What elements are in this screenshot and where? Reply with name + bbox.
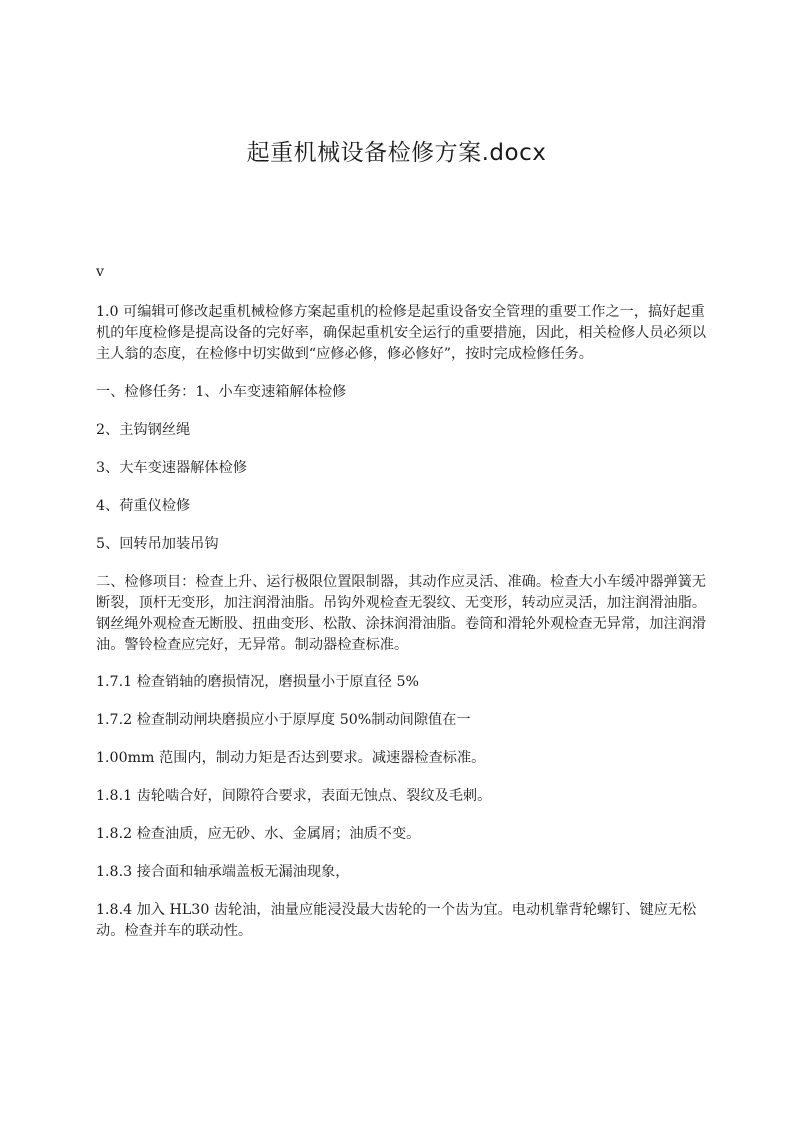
paragraph: 3、大车变速器解体检修 [96, 460, 247, 476]
paragraph: 1.8.2 检查油质，应无砂、水、金属屑；油质不变。 [96, 826, 421, 842]
paragraph: 1.8.1 齿轮啮合好，间隙符合要求，表面无蚀点、裂纹及毛刺。 [96, 788, 492, 804]
paragraph: 2、主钩钢丝绳 [96, 422, 191, 438]
paragraph: 1.8.4 加入 HL30 齿轮油，油量应能浸没最大齿轮的一个齿为宜。电动机靠背轮螺钉、键应无松动。检查并车的联动性。 [96, 902, 697, 939]
paragraph: 1.0 可编辑可修改起重机械检修方案起重机的检修是起重设备安全管理的重要工作之一，搞好起重机的年度检修是提高设备的完好率，确保起重机安全运行的重要措施，因此，相关检修人员必须以主人翁的态度，在检修中切实做到“应修必修，修必修好”，按时完成检修任务。 [96, 304, 707, 362]
paragraph: 5、回转吊加装吊钩 [96, 536, 219, 552]
paragraph: 二、检修项目：检查上升、运行极限位置限制器，其动作应灵活、准确。检查大小车缓冲器弹簧无断裂，顶杆无变形，加注润滑油脂。吊钩外观检查无裂纹、无变形，转动应灵活，加注润滑油脂。钢丝绳外观检查无断股、扭曲变形、松散、涂抹润滑油脂。卷筒和滑轮外观检查无异常，加注润滑油。警铃检查应完好，无异常。制动器检查标准。 [96, 574, 707, 653]
paragraph: 1.8.3 接合面和轴承端盖板无漏油现象， [96, 864, 350, 880]
paragraph: 一、检修任务：1、小车变速箱解体检修 [96, 384, 347, 400]
paragraph: 4、荷重仪检修 [96, 498, 191, 514]
paragraph: v [96, 264, 105, 280]
document-title: 起重机械设备检修方案.docx [246, 140, 547, 166]
document-body [96, 262, 716, 959]
paragraph: 1.7.1 检查销轴的磨损情况，磨损量小于原直径 5% [96, 674, 420, 690]
paragraph: 1.00mm 范围内，制动力矩是否达到要求。减速器检查标准。 [96, 750, 486, 766]
paragraph: 1.7.2 检查制动闸块磨损应小于原厚度 50%制动间隙值在一 [96, 712, 471, 728]
